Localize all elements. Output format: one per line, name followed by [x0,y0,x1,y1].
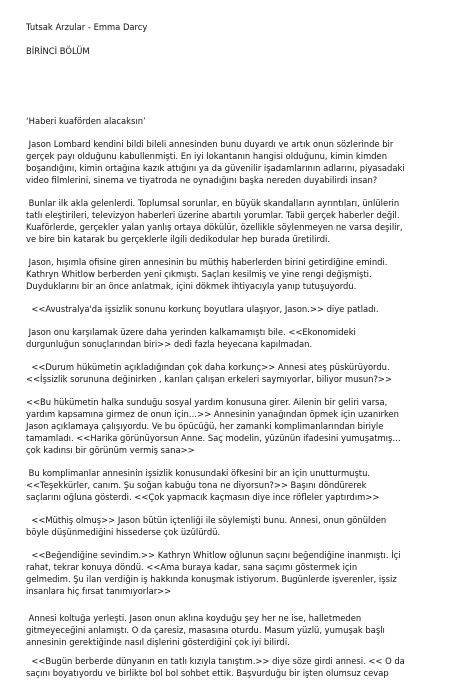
paragraph-line: Kuaförlerde, gerçekler yalan yanlış ortaya dökülür, özellikle söylenmeyen ne varsa deşilir, [26,222,403,232]
paragraph-line: saçlarını oğluna gösterdi. <<Çok yapmacık kaçmasın diye ince röfleler yaptırdım>> [26,492,380,502]
paragraph-line: <<Avustralya'da işsizlik sonunu korkunç boyutlara ulaşıyor, Jason.>> diye patladı. [26,304,379,314]
paragraph-line: Bunlar ilk akla gelenlerdi. Toplumsal sorunlar, en büyük skandalların ayrıntıları, ünlülerin [26,198,400,208]
paragraph-line: gerçek payı olduğunu kabullenmişti. En iyi lokantanın hangisi olduğunu, kimin kimden [26,151,387,161]
paragraph-line: çok kadınsı bir görünüm vermiş sana>> [26,445,195,455]
paragraph-line: <<İşsizlik sorununa değinirken , karıları çalışan erkeleri saymıyorlar, biliyor musun?>> [26,374,392,384]
paragraph-line: tamamladı. <<Harika görünüyorsun Anne. Saç modelin, yüzünün ifadesini yumuşatmış… [26,433,401,443]
chapter-heading: BİRİNCİ BÖLÜM [26,46,90,56]
paragraph-line: gelmedim. Şu ilan verdiğin iş hakkında konuşmak istiyorum. Bugünlerde işverenler, işsiz [26,574,397,584]
paragraph-line: ve bire bin katarak bu gerçeklerle ilgili dedikodular hep burada üretilirdi. [26,234,331,244]
paragraph-line: insanlara hiç fırsat tanımıyorlar>> [26,586,172,596]
paragraph-line: durgunluğun sonuçlarından biri>> dedi fazla heyecana kapılmadan. [26,339,313,349]
paragraph-line: video filmlerini, sinema ve tiyatroda ne oynadığını başka nereden duyabilirdi insan? [26,175,378,185]
paragraph-line: <<Beğendiğine sevindim.>> Kathryn Whitlow oğlunun saçını beğendiğine inanmıştı. İçi [26,550,401,560]
paragraph-line: <<Bu hükümetin halka sunduğu sosyal yardım konusuna girer. Ailenin bir geliri varsa, [26,397,388,407]
paragraph-line: <<Müthiş olmuş>> Jason bütün içtenliği ile söylemişti bunu. Annesi, onun gönülden [26,515,387,525]
paragraph-line: <<Bugün berberde dünyanın en tatlı kızıyla tanıştım.>> diye söze girdi annesi. << O da [26,656,405,666]
paragraph-line: saçını boyatıyordu ve birlikte bol bol sohbet ettik. Başvurduğu bir işten olumsuz cevap [26,668,389,678]
paragraph-line: Kathryn Whitlow berberden yeni çıkmıştı. Saçları kesilmiş ve yine rengi değişmişti. [26,269,372,279]
paragraph-line: <<Durum hükümetin açıkladığından çok daha korkunç>> Annesi ateş püskürüyordu. [26,362,390,372]
paragraph-line: rahat, tekrar konuya döndü. <<Ama buraya kadar, sana saçımı göstermek için [26,562,358,572]
paragraph-line: böyle düşünmediğini hissederse çok üzülürdü. [26,527,221,537]
book-title: Tutsak Arzular - Emma Darcy [26,22,148,32]
paragraph-line: boşandığını, kimin ortağına kazık attığını ya da güvenilir işadamlarının adlarını, piyasadaki [26,163,405,173]
paragraph-line: <<Teşekkürler, canım. Şu soğan kabuğu tona ne diyorsun?>> Başını döndürerek [26,480,367,490]
paragraph-line: Jason, hışımla ofisine giren annesinin bu müthiş haberlerden birini getirdiğine emindi. [26,257,388,267]
paragraph-line: Annesi koltuğa yerleşti. Jason onun aklına koyduğu şey her ne ise, halletmeden [26,613,362,623]
paragraph-line: Jason onu karşılamak üzere daha yerinden kalkamamıştı bile. <<Ekonomideki [26,327,356,337]
paragraph-line: tatlı eleştirileri, televizyon haberleri üzerine abartılı yorumlar. Tabii gerçek haberler değil. [26,210,400,220]
paragraph-line: Duyduklarını bir an önce anlatmak, içini dökmek ihtiyacıyla yanıp tutuşuyordu. [26,281,357,291]
paragraph-line: Jason Lombard kendini bildi bileli annesinden bunu duyardı ve artık onun sözlerinde bir [26,139,394,149]
paragraph-line: gitmeyeceğini anlamıştı. O da çaresiz, masasına oturdu. Masum yüzlü, yumuşak başlı [26,625,385,635]
paragraph-line: yardım kapsamına girmez de onun için…>> Annesinin yanağından öpmek için uzanırken [26,409,399,419]
paragraph-line: annesinin gerektiğinde nasıl dişlerini gösterdiğini çok iyi bilirdi. [26,637,290,647]
paragraph-line: Bu komplimanlar annesinin işsizlik konusundaki öfkesini bir an için unutturmuştu. [26,468,371,478]
paragraph-line: Jason açıklamaya çalışıyordu. Ve bu öpücüğü, her zamanki komplimanlarından biriyle [26,421,384,431]
paragraph-line: ‘Haberi kuaförden alacaksın’ [26,116,146,126]
